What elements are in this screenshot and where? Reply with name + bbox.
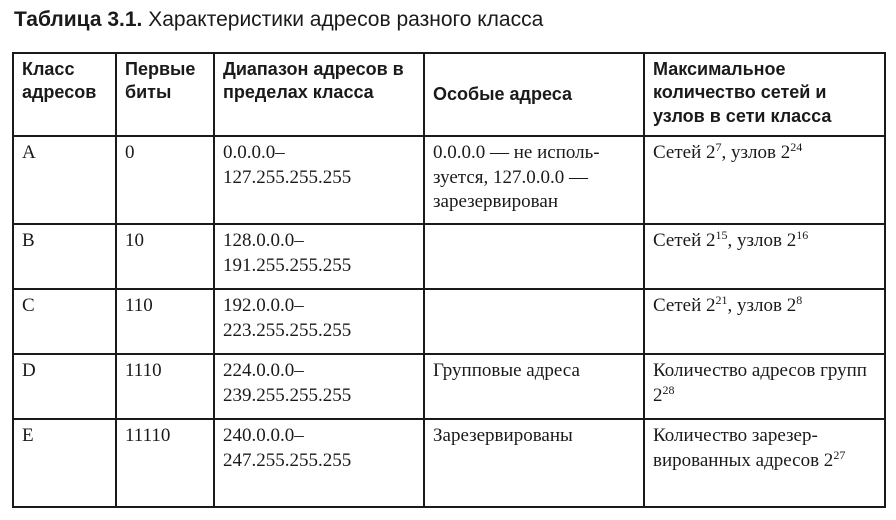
max-exponent: 28	[662, 382, 675, 397]
max-text: Количество зарезер-вированных адресов 2	[653, 425, 834, 471]
table-caption	[14, 8, 543, 32]
table-number: Таблица 3.1.	[14, 8, 143, 31]
range-start: 192.0.0.0–	[223, 295, 304, 316]
range-end: 239.255.255.255	[223, 384, 352, 406]
cell-range	[214, 419, 424, 507]
range-end: 191.255.255.255	[223, 254, 352, 276]
address-class-table	[12, 52, 886, 508]
cell-max	[644, 289, 885, 354]
max-nets-exponent: 21	[715, 293, 728, 307]
cell-bits: 0	[116, 136, 214, 224]
range-start: 0.0.0.0–	[223, 142, 285, 163]
cell-special	[424, 289, 644, 354]
cell-max	[644, 224, 885, 289]
max-nets-exponent: 15	[715, 228, 728, 242]
max-hosts-label: , узлов 2	[727, 295, 797, 316]
cell-bits: 110	[116, 289, 214, 354]
header-class: Класс адресов	[13, 53, 116, 136]
cell-special: Групповые адреса	[424, 354, 644, 419]
max-hosts-label: , узлов 2	[727, 230, 797, 251]
cell-class: B	[13, 224, 116, 289]
cell-max	[644, 136, 885, 224]
range-start: 128.0.0.0–	[223, 230, 304, 251]
cell-bits: 10	[116, 224, 214, 289]
header-row	[13, 53, 885, 136]
cell-range	[214, 354, 424, 419]
cell-class: A	[13, 136, 116, 224]
cell-max	[644, 419, 885, 507]
max-hosts-exponent: 24	[790, 140, 803, 154]
table-row-class-d	[13, 354, 885, 419]
range-end: 223.255.255.255	[223, 319, 352, 341]
max-text: Количество адресов групп 2	[653, 360, 867, 406]
cell-class: D	[13, 354, 116, 419]
max-exponent: 27	[833, 447, 846, 462]
range-start: 224.0.0.0–	[223, 360, 304, 381]
cell-range	[214, 289, 424, 354]
max-nets-label: Сетей 2	[653, 295, 716, 316]
cell-bits: 1110	[116, 354, 214, 419]
cell-max	[644, 354, 885, 419]
cell-special: Зарезервированы	[424, 419, 644, 507]
header-max-networks-hosts: Максимальное количество сетей и узлов в сети класса	[644, 53, 885, 136]
max-hosts-exponent: 8	[796, 293, 803, 307]
header-first-bits: Первые биты	[116, 53, 214, 136]
table-title: Характеристики адресов разного класса	[148, 8, 544, 31]
header-address-range: Диапазон адресов в пределах класса	[214, 53, 424, 136]
cell-special: 0.0.0.0 — не исполь-зуется, 127.0.0.0 — зарезервирован	[424, 136, 644, 224]
header-special-addresses: Особые адреса	[424, 53, 644, 136]
range-end: 247.255.255.255	[223, 449, 352, 471]
cell-range	[214, 224, 424, 289]
table-row-class-e	[13, 419, 885, 507]
range-start: 240.0.0.0–	[223, 425, 304, 446]
table-row-class-a	[13, 136, 885, 224]
cell-class: C	[13, 289, 116, 354]
max-hosts-label: , узлов 2	[721, 142, 791, 163]
cell-range	[214, 136, 424, 224]
table-row-class-c	[13, 289, 885, 354]
max-nets-exponent: 7	[715, 140, 722, 154]
max-nets-label: Сетей 2	[653, 142, 716, 163]
table-row-class-b	[13, 224, 885, 289]
cell-special	[424, 224, 644, 289]
cell-class: E	[13, 419, 116, 507]
max-hosts-exponent: 16	[796, 228, 809, 242]
max-nets-label: Сетей 2	[653, 230, 716, 251]
cell-bits: 11110	[116, 419, 214, 507]
range-end: 127.255.255.255	[223, 166, 352, 188]
